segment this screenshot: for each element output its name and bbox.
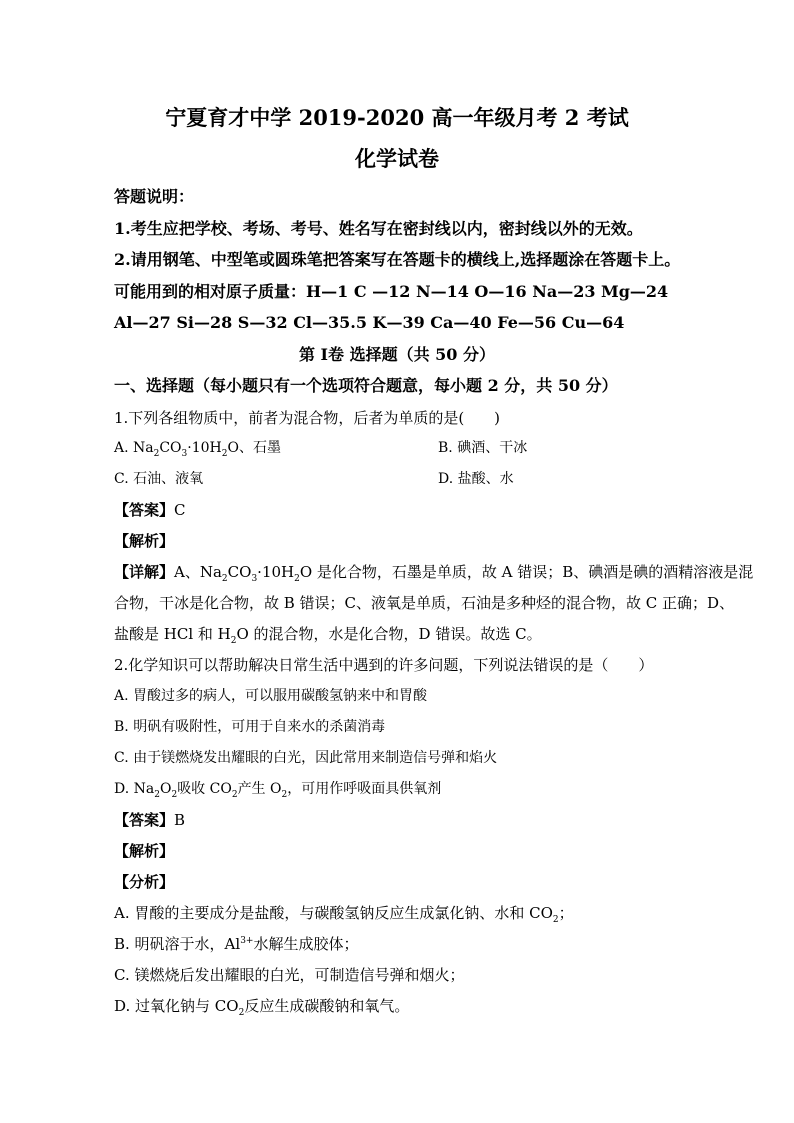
instructions-label: 答题说明： <box>114 187 195 206</box>
q2-analysis-b-sup: 3+ <box>240 936 254 946</box>
q2-analysis-label: 【解析】 <box>114 842 175 860</box>
q2-option-d-text-3: 吸收 CO <box>177 781 232 797</box>
q2-analysis-c: C. 镁燃烧后发出耀眼的白光，可制造信号弹和烟火； <box>114 966 465 984</box>
q1-answer <box>114 500 186 520</box>
instruction-item-1: 1.考生应把学校、考场、考号、姓名写在密封线以内，密封线以外的无效。 <box>114 219 643 238</box>
q1-answer-value: C <box>174 501 186 519</box>
q1-option-c: C. 石油、液氧 <box>114 471 204 487</box>
atomic-mass-line-1: 可能用到的相对原子质量：H—1 C —12 N—14 O—16 Na—23 Mg—24 <box>114 282 669 301</box>
q1-detail-text-4: O 是化合物，石墨是单质，故 A 错误；B、碘酒是碘的酒精溶液是混 <box>299 563 754 581</box>
q2-option-d-sub-1: 2 <box>154 789 160 800</box>
q2-option-d-text-5: ，可用作呼吸面具供氧剂 <box>287 781 442 797</box>
q2-option-d-sub-4: 2 <box>281 789 288 800</box>
part-title: 一、选择题（每小题只有一个选项符合题意，每小题 2 分，共 50 分） <box>114 376 618 395</box>
q1-option-a-text: A. Na <box>114 440 154 456</box>
volume-title: 第 Ⅰ卷 选择题（共 50 分） <box>298 345 496 364</box>
q1-detail-line-1 <box>114 562 753 582</box>
q1-analysis-label: 【解析】 <box>114 532 175 550</box>
q2-analysis-d-text: D. 过氧化钠与 CO <box>114 997 239 1015</box>
q2-analysis-a-sub: 2 <box>552 915 559 925</box>
exam-subtitle: 化学试卷 <box>355 146 439 171</box>
q2-answer-label: 【答案】 <box>114 811 175 829</box>
q2-analysis-b-text: B. 明矾溶于水，Al <box>114 935 241 953</box>
q2-option-d <box>114 779 441 799</box>
q2-option-d-text: D. Na <box>114 781 155 797</box>
atomic-mass-line-2: Al—27 Si—28 S—32 Cl—35.5 K—39 Ca—40 Fe—56 Cu—64 <box>114 313 625 332</box>
q2-option-d-text-4: 产生 O <box>237 781 282 797</box>
q1-option-a-text-2: CO <box>159 440 182 456</box>
q2-answer <box>114 810 185 830</box>
q2-option-b: B. 明矾有吸附性，可用于自来水的杀菌消毒 <box>114 719 386 735</box>
q2-analysis-a <box>114 903 574 923</box>
q1-option-a-sub-2: 3 <box>181 448 188 459</box>
q1-detail-sub-1: 2 <box>221 574 228 584</box>
q1-detail-sub-2: 3 <box>251 574 258 584</box>
q1-detail-sub-3: 2 <box>294 574 300 584</box>
q1-option-a-sub-3: 2 <box>221 448 228 459</box>
q2-analysis-sub-label: 【分析】 <box>114 873 175 891</box>
q1-detail-text-3: ·10H <box>257 563 295 581</box>
q2-analysis-a-text-2: ； <box>558 904 574 922</box>
q1-option-a-text-3: ·10H <box>187 440 222 456</box>
q2-option-d-sub-2: 2 <box>171 789 178 800</box>
q1-detail-text-2: CO <box>227 563 252 581</box>
q2-analysis-b <box>114 934 359 954</box>
q2-analysis-d-text-2: 反应生成碳酸钠和氧气。 <box>244 997 410 1015</box>
q1-answer-label: 【答案】 <box>114 501 175 519</box>
q1-option-a-text-4: O、石墨 <box>227 440 281 456</box>
q1-detail-text-1: A、Na <box>174 563 222 581</box>
q2-answer-value: B <box>174 811 186 829</box>
q1-option-d: D. 盐酸、水 <box>438 471 514 487</box>
q2-option-d-text-2: O <box>159 781 172 797</box>
q2-option-c: C. 由于镁燃烧发出耀眼的白光，因此常用来制造信号弹和焰火 <box>114 750 498 766</box>
q1-detail-label: 【详解】 <box>114 563 175 581</box>
instruction-item-2: 2.请用钢笔、中型笔或圆珠笔把答案写在答题卡的横线上,选择题涂在答题卡上。 <box>114 250 681 269</box>
q1-detail-line-3-text-2: O 的混合物，水是化合物，D 错误。故选 C。 <box>236 625 542 643</box>
q1-detail-line-3-sub: 2 <box>230 636 237 646</box>
q1-option-b: B. 碘酒、干冰 <box>438 440 528 456</box>
q2-analysis-d <box>114 996 409 1016</box>
q2-option-a: A. 胃酸过多的病人，可以服用碳酸氢钠来中和胃酸 <box>114 688 428 704</box>
q1-detail-line-3 <box>114 624 542 644</box>
q1-detail-line-2: 合物，干冰是化合物，故 B 错误；C、液氧是单质，石油是多种烃的混合物，故 C 正确；D、 <box>114 594 735 612</box>
q2-analysis-d-sub: 2 <box>238 1008 245 1018</box>
q1-detail-line-3-text: 盐酸是 HCl 和 H <box>114 625 231 643</box>
q1-option-a <box>114 438 281 458</box>
q1-option-a-sub-1: 2 <box>153 448 160 459</box>
q2-stem: 2.化学知识可以帮助解决日常生活中遇到的许多问题，下列说法错误的是（ ） <box>114 656 654 674</box>
q2-analysis-a-text: A. 胃酸的主要成分是盐酸，与碳酸氢钠反应生成氯化钠、水和 CO <box>114 904 553 922</box>
q2-analysis-b-text-2: 水解生成胶体； <box>253 935 359 953</box>
q2-option-d-sub-3: 2 <box>231 789 238 800</box>
q1-stem: 1.下列各组物质中，前者为混合物，后者为单质的是( ) <box>114 409 501 427</box>
exam-title: 宁夏育才中学 2019-2020 高一年级月考 2 考试 <box>165 105 629 130</box>
